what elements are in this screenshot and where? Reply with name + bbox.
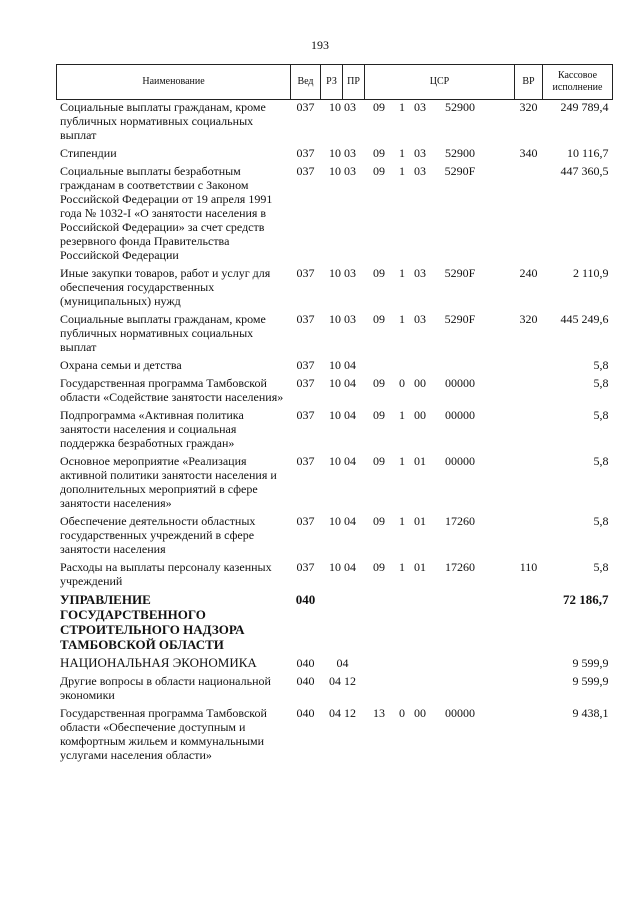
row-csr-part: 09 <box>373 514 385 528</box>
row-name: Иные закупки товаров, работ и услуг для обеспечения государственных (муниципальных) нужд <box>60 266 271 308</box>
row-sum: 9 438,1 <box>572 706 609 720</box>
row-ved: 037 <box>296 146 315 160</box>
table-header-row <box>57 65 613 100</box>
table-row <box>57 146 613 164</box>
table-row <box>57 454 613 514</box>
row-csr-part: 5290F <box>444 266 476 280</box>
row-name: Государственная программа Тамбовской области «Содействие занятости населения» <box>60 376 284 404</box>
header-vr: ВР <box>515 65 543 100</box>
row-rz-pr: 04 <box>336 656 349 670</box>
row-csr-part: 09 <box>373 376 385 390</box>
row-vr: 340 <box>519 146 538 160</box>
row-vr <box>515 674 543 706</box>
row-csr-part: 00000 <box>445 454 475 468</box>
row-name: Стипендии <box>60 146 117 160</box>
row-rz-pr: 10 04 <box>329 514 356 528</box>
row-csr-part: 13 <box>373 706 385 720</box>
row-csr-part: 1 <box>399 312 405 326</box>
row-csr-part: 00000 <box>445 706 475 720</box>
row-csr-part: 5290F <box>444 164 476 178</box>
row-csr <box>365 312 515 358</box>
row-csr-part: 00 <box>414 408 426 422</box>
row-rz-pr <box>321 592 365 656</box>
row-sum: 249 789,4 <box>560 100 609 114</box>
row-csr <box>365 146 515 164</box>
row-name: Расходы на выплаты персоналу казенных учреждений <box>60 560 272 588</box>
row-csr-part: 0 <box>399 376 405 390</box>
row-ved: 037 <box>296 266 315 280</box>
row-name: НАЦИОНАЛЬНАЯ ЭКОНОМИКА <box>60 655 257 670</box>
row-ved: 037 <box>296 164 315 178</box>
row-name: Основное мероприятие «Реализация активной политики занятости населения и дополнительных мероприятий в сфере занятости населения» <box>60 454 277 510</box>
row-csr <box>365 164 515 266</box>
table-row <box>57 514 613 560</box>
row-csr <box>365 266 515 312</box>
row-vr <box>515 164 543 266</box>
table-row <box>57 592 613 656</box>
table-row <box>57 560 613 592</box>
row-ved: 037 <box>296 560 315 574</box>
row-csr-part: 01 <box>414 560 426 574</box>
row-name: Охрана семьи и детства <box>60 358 182 372</box>
row-csr-part: 17260 <box>445 514 475 528</box>
row-sum: 5,8 <box>593 454 609 468</box>
row-csr-part: 5290F <box>444 312 476 326</box>
header-pr: ПР <box>343 65 365 100</box>
row-csr-part: 09 <box>373 164 385 178</box>
row-csr-part: 09 <box>373 454 385 468</box>
row-vr <box>515 358 543 376</box>
row-csr-part: 01 <box>414 454 426 468</box>
row-csr-part: 03 <box>414 146 426 160</box>
row-ved: 037 <box>296 100 315 114</box>
row-vr <box>515 408 543 454</box>
row-csr <box>365 656 515 674</box>
table-row <box>57 656 613 674</box>
row-ved: 040 <box>296 706 315 720</box>
row-vr: 110 <box>519 560 538 574</box>
row-vr: 320 <box>519 100 538 114</box>
row-ved: 040 <box>296 656 315 670</box>
row-ved: 040 <box>295 592 316 607</box>
row-sum: 5,8 <box>593 514 609 528</box>
table-row <box>57 266 613 312</box>
table-row <box>57 358 613 376</box>
row-rz-pr: 10 03 <box>329 312 356 326</box>
row-csr <box>365 514 515 560</box>
row-csr <box>365 100 515 147</box>
header-name: Наименование <box>57 65 291 100</box>
row-csr-part: 52900 <box>445 100 475 114</box>
row-csr <box>365 454 515 514</box>
row-csr-part: 09 <box>373 146 385 160</box>
row-ved: 037 <box>296 514 315 528</box>
row-sum: 9 599,9 <box>572 656 609 670</box>
table-body <box>57 100 613 767</box>
row-csr-part: 00000 <box>445 408 475 422</box>
row-csr <box>365 674 515 706</box>
row-rz-pr: 10 04 <box>329 560 356 574</box>
row-csr-part: 00 <box>414 376 426 390</box>
table-row <box>57 706 613 766</box>
row-csr-part: 03 <box>414 266 426 280</box>
row-rz-pr: 10 04 <box>329 408 356 422</box>
row-csr-part: 00000 <box>445 376 475 390</box>
row-csr <box>365 706 515 766</box>
row-sum: 10 116,7 <box>566 146 609 160</box>
table-row <box>57 408 613 454</box>
row-csr-part: 09 <box>373 312 385 326</box>
row-name: Государственная программа Тамбовской области «Обеспечение доступным и комфортным жильем и коммунальными услугами населения области» <box>60 706 267 762</box>
row-name: УПРАВЛЕНИЕ ГОСУДАРСТВЕННОГО СТРОИТЕЛЬНОГО НАДЗОРА ТАМБОВСКОЙ ОБЛАСТИ <box>60 592 245 652</box>
row-ved: 040 <box>296 674 315 688</box>
header-csr: ЦСР <box>365 65 515 100</box>
row-vr: 240 <box>519 266 538 280</box>
table-row <box>57 164 613 266</box>
row-vr <box>515 592 543 656</box>
row-csr-part: 1 <box>399 560 405 574</box>
row-csr-part: 03 <box>414 100 426 114</box>
row-csr-part: 1 <box>399 146 405 160</box>
row-ved: 037 <box>296 408 315 422</box>
row-vr <box>515 656 543 674</box>
row-rz-pr: 10 04 <box>329 358 356 372</box>
row-csr-part: 1 <box>399 454 405 468</box>
row-csr-part: 1 <box>399 164 405 178</box>
row-csr-part: 03 <box>414 164 426 178</box>
row-vr <box>515 454 543 514</box>
row-csr-part: 00 <box>414 706 426 720</box>
row-csr-part: 1 <box>399 100 405 114</box>
row-rz-pr: 10 03 <box>329 164 356 178</box>
row-rz-pr: 04 12 <box>329 706 356 720</box>
row-csr <box>365 560 515 592</box>
row-name: Подпрограмма «Активная политика занятости населения и социальная поддержка безработных граждан» <box>60 408 244 450</box>
row-csr-part: 09 <box>373 408 385 422</box>
page-number: 193 <box>311 38 329 52</box>
row-rz-pr: 10 04 <box>329 376 356 390</box>
row-ved: 037 <box>296 454 315 468</box>
row-csr-part: 1 <box>399 514 405 528</box>
row-vr <box>515 514 543 560</box>
row-name: Социальные выплаты гражданам, кроме публичных нормативных социальных выплат <box>60 100 266 142</box>
row-csr-part: 17260 <box>445 560 475 574</box>
header-sum: Кассовое исполнение <box>543 65 613 100</box>
row-rz-pr: 04 12 <box>329 674 356 688</box>
row-vr <box>515 376 543 408</box>
table-row <box>57 312 613 358</box>
row-csr-part: 03 <box>414 312 426 326</box>
row-sum: 2 110,9 <box>572 266 609 280</box>
row-rz-pr: 10 03 <box>329 100 356 114</box>
row-name: Другие вопросы в области национальной экономики <box>60 674 271 702</box>
row-rz-pr: 10 03 <box>329 266 356 280</box>
row-sum: 9 599,9 <box>572 674 609 688</box>
row-csr-part: 52900 <box>445 146 475 160</box>
row-csr-part: 09 <box>373 266 385 280</box>
row-ved: 037 <box>296 358 315 372</box>
budget-table <box>56 64 613 766</box>
row-sum: 5,8 <box>593 358 609 372</box>
row-vr <box>515 706 543 766</box>
row-sum: 5,8 <box>593 560 609 574</box>
row-csr-part: 1 <box>399 408 405 422</box>
row-sum: 72 186,7 <box>563 592 609 607</box>
row-csr <box>365 408 515 454</box>
row-name: Социальные выплаты безработным гражданам в соответствии с Законом Российской Федерации от 19 апреля 1991 года № 1032-I «О занятости населения в Российской Федерации» за счет средств резервного фонда Правительства Российской Федерации <box>60 164 273 262</box>
row-csr <box>365 592 515 656</box>
row-vr: 320 <box>519 312 538 326</box>
table-row <box>57 100 613 147</box>
row-csr-part: 09 <box>373 560 385 574</box>
row-csr <box>365 358 515 376</box>
row-rz-pr: 10 04 <box>329 454 356 468</box>
row-csr <box>365 376 515 408</box>
row-sum: 445 249,6 <box>560 312 609 326</box>
header-rz: РЗ <box>321 65 343 100</box>
row-sum: 447 360,5 <box>560 164 609 178</box>
row-ved: 037 <box>296 312 315 326</box>
row-ved: 037 <box>296 376 315 390</box>
table-row <box>57 376 613 408</box>
row-csr-part: 01 <box>414 514 426 528</box>
row-sum: 5,8 <box>593 408 609 422</box>
row-csr-part: 1 <box>399 266 405 280</box>
header-ved: Вед <box>291 65 321 100</box>
row-csr-part: 09 <box>373 100 385 114</box>
row-name: Обеспечение деятельности областных государственных учреждений в сфере занятости населения <box>60 514 256 556</box>
row-rz-pr: 10 03 <box>329 146 356 160</box>
row-sum: 5,8 <box>593 376 609 390</box>
row-csr-part: 0 <box>399 706 405 720</box>
table-row <box>57 674 613 706</box>
row-name: Социальные выплаты гражданам, кроме публичных нормативных социальных выплат <box>60 312 266 354</box>
